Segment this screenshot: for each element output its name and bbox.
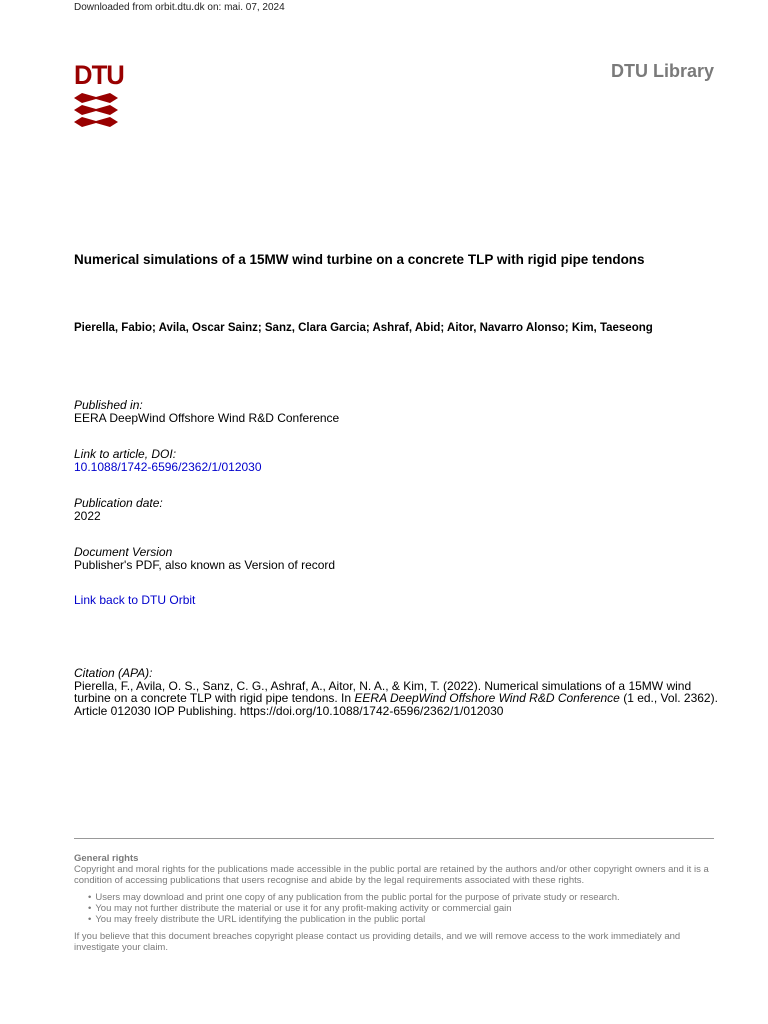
rights-bullet: • You may not further distribute the material or use it for any profit-making activity or commercial gain xyxy=(88,903,719,914)
rights-heading: General rights xyxy=(74,853,139,864)
orbit-link[interactable]: Link back to DTU Orbit xyxy=(74,593,196,607)
doi-label: Link to article, DOI: xyxy=(74,447,177,461)
document-version-value: Publisher's PDF, also known as Version of record xyxy=(74,557,336,572)
general-rights xyxy=(74,853,719,953)
citation-text xyxy=(74,680,719,718)
citation xyxy=(74,667,719,717)
rights-list xyxy=(88,892,719,925)
publication-date xyxy=(74,497,163,522)
published-in-label: Published in: xyxy=(74,398,143,412)
document-version xyxy=(74,546,335,571)
rights-footer: If you believe that this document breaches copyright please contact us providing details, and we will remove access to the work immediately and investigate your claim. xyxy=(74,931,681,953)
download-note: Downloaded from orbit.dtu.dk on: mai. 07, 2024 xyxy=(74,2,285,13)
published-in xyxy=(74,399,339,424)
citation-label: Citation (APA): xyxy=(74,666,153,680)
citation-venue: EERA DeepWind Offshore Wind R&D Conference xyxy=(354,691,620,705)
citation-part-1: Pierella, F., Avila, O. S., Sanz, C. G., Ashraf, A., Aitor, N. A., & Kim, T. (2022). Numerical simulations of a 15MW wind turbine on a concrete TLP with rigid pipe tendons. In xyxy=(74,678,692,705)
published-in-value: EERA DeepWind Offshore Wind R&D Conference xyxy=(74,410,340,425)
paper-authors: Pierella, Fabio; Avila, Oscar Sainz; Sanz, Clara Garcia; Ashraf, Abid; Aitor, Navarro Alonso; Kim, Taeseong xyxy=(74,322,653,334)
rights-body: Copyright and moral rights for the publications made accessible in the public portal are retained by the authors and/or other copyright owners and it is a condition of accessing publications that users recognise and abide by the legal requirements associated with these rights. xyxy=(74,864,709,886)
dtu-logo xyxy=(74,60,124,127)
dtu-logo-text: DTU xyxy=(74,60,124,90)
doi-field xyxy=(74,448,262,473)
rights-bullet: • You may freely distribute the URL identifying the publication in the public portal xyxy=(88,914,719,925)
dtu-logo-mark-icon xyxy=(74,93,118,127)
citation-part-2: (1 ed., Vol. 2362). Article 012030 IOP Publishing. https://doi.org/10.1088/1742-6596/2362/1/012030 xyxy=(74,691,718,718)
dtu-library-label: DTU Library xyxy=(610,61,714,81)
document-version-label: Document Version xyxy=(74,545,173,559)
publication-date-label: Publication date: xyxy=(74,496,163,510)
publication-date-value: 2022 xyxy=(74,508,101,523)
doi-link[interactable]: 10.1088/1742-6596/2362/1/012030 xyxy=(74,459,262,474)
paper-title: Numerical simulations of a 15MW wind turbine on a concrete TLP with rigid pipe tendons xyxy=(74,252,645,267)
rights-bullet: • Users may download and print one copy of any publication from the public portal for the purpose of private study or research. xyxy=(88,892,719,903)
divider xyxy=(74,838,714,839)
